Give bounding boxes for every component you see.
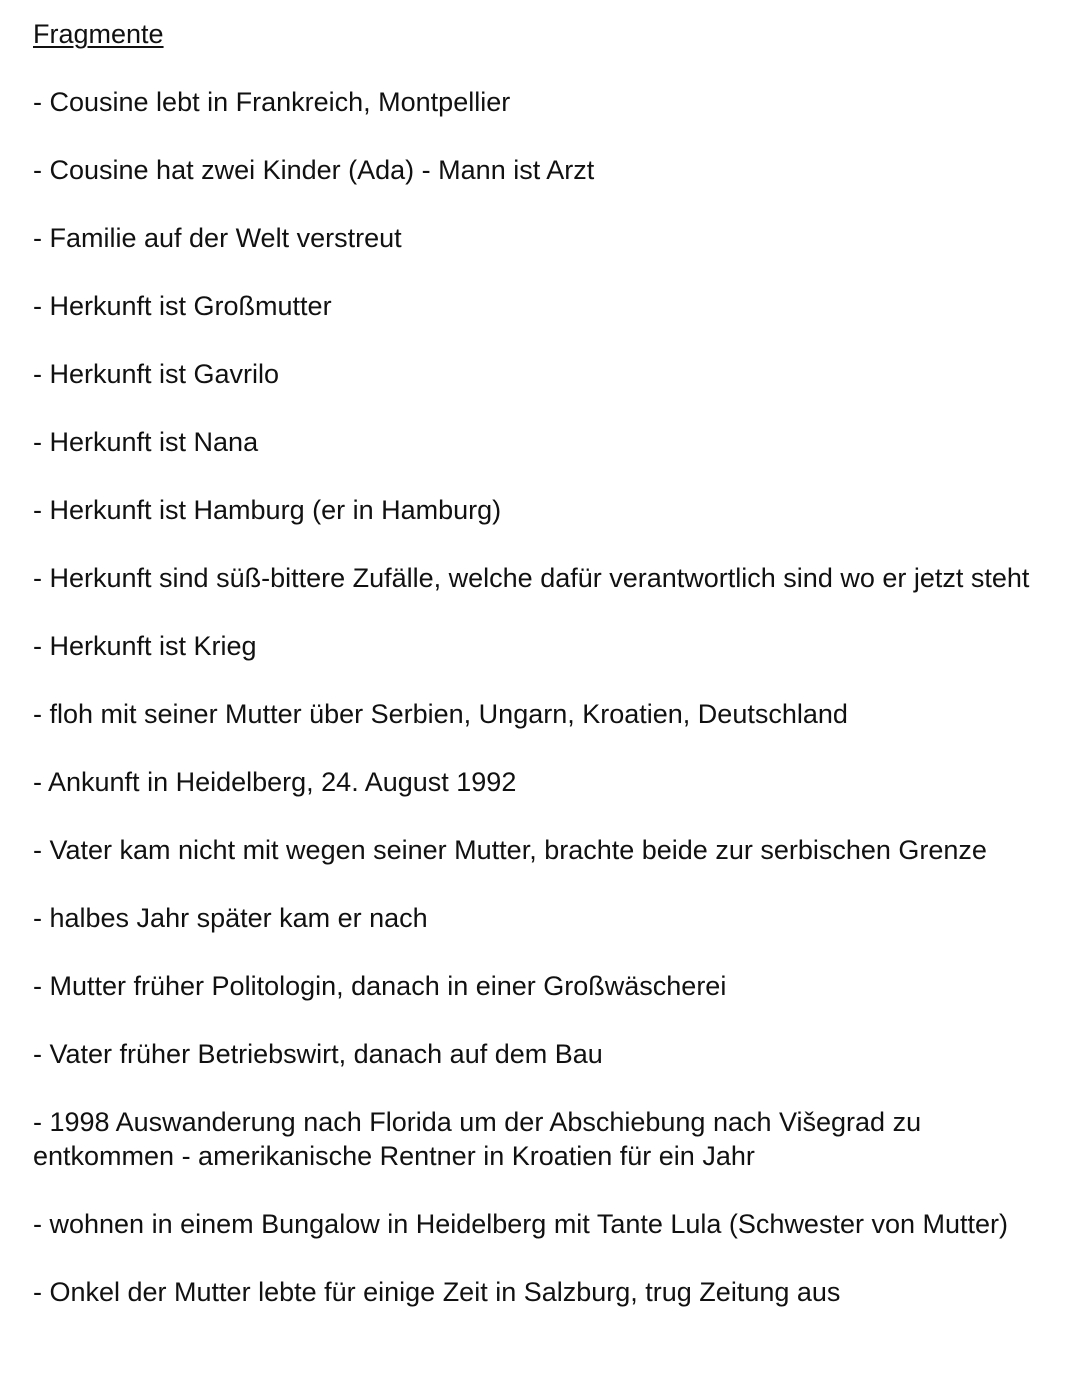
list-item: - Herkunft ist Großmutter — [33, 291, 332, 321]
list-item: - wohnen in einem Bungalow in Heidelberg mit Tante Lula (Schwester von Mutter) — [33, 1209, 1009, 1239]
list-item: - Familie auf der Welt verstreut — [33, 223, 402, 253]
list-item: - Mutter früher Politologin, danach in einer Großwäscherei — [33, 971, 727, 1001]
list-item: - Herkunft sind süß-bittere Zufälle, welche dafür verantwortlich sind wo er jetzt steht — [33, 563, 1030, 593]
list-item: - Herkunft ist Nana — [33, 427, 259, 457]
list-item: - Onkel der Mutter lebte für einige Zeit in Salzburg, trug Zeitung aus — [33, 1277, 841, 1307]
list-item: - 1998 Auswanderung nach Florida um der Abschiebung nach Višegrad zu entkommen - amerikanische Rentner in Kroatien für ein Jahr — [33, 1107, 922, 1171]
list-item: - Vater früher Betriebswirt, danach auf dem Bau — [33, 1039, 603, 1069]
list-item: - floh mit seiner Mutter über Serbien, Ungarn, Kroatien, Deutschland — [33, 699, 848, 729]
list-item: - Ankunft in Heidelberg, 24. August 1992 — [33, 767, 517, 797]
list-item: - halbes Jahr später kam er nach — [33, 903, 428, 933]
list-item: - Herkunft ist Hamburg (er in Hamburg) — [33, 495, 502, 525]
list-item: - Herkunft ist Krieg — [33, 631, 257, 661]
list-item: - Cousine lebt in Frankreich, Montpellier — [33, 87, 511, 117]
document-title: Fragmente — [33, 19, 164, 49]
list-item: - Cousine hat zwei Kinder (Ada) - Mann ist Arzt — [33, 155, 595, 185]
list-item: - Herkunft ist Gavrilo — [33, 359, 280, 389]
list-item: - Vater kam nicht mit wegen seiner Mutter, brachte beide zur serbischen Grenze — [33, 835, 987, 865]
